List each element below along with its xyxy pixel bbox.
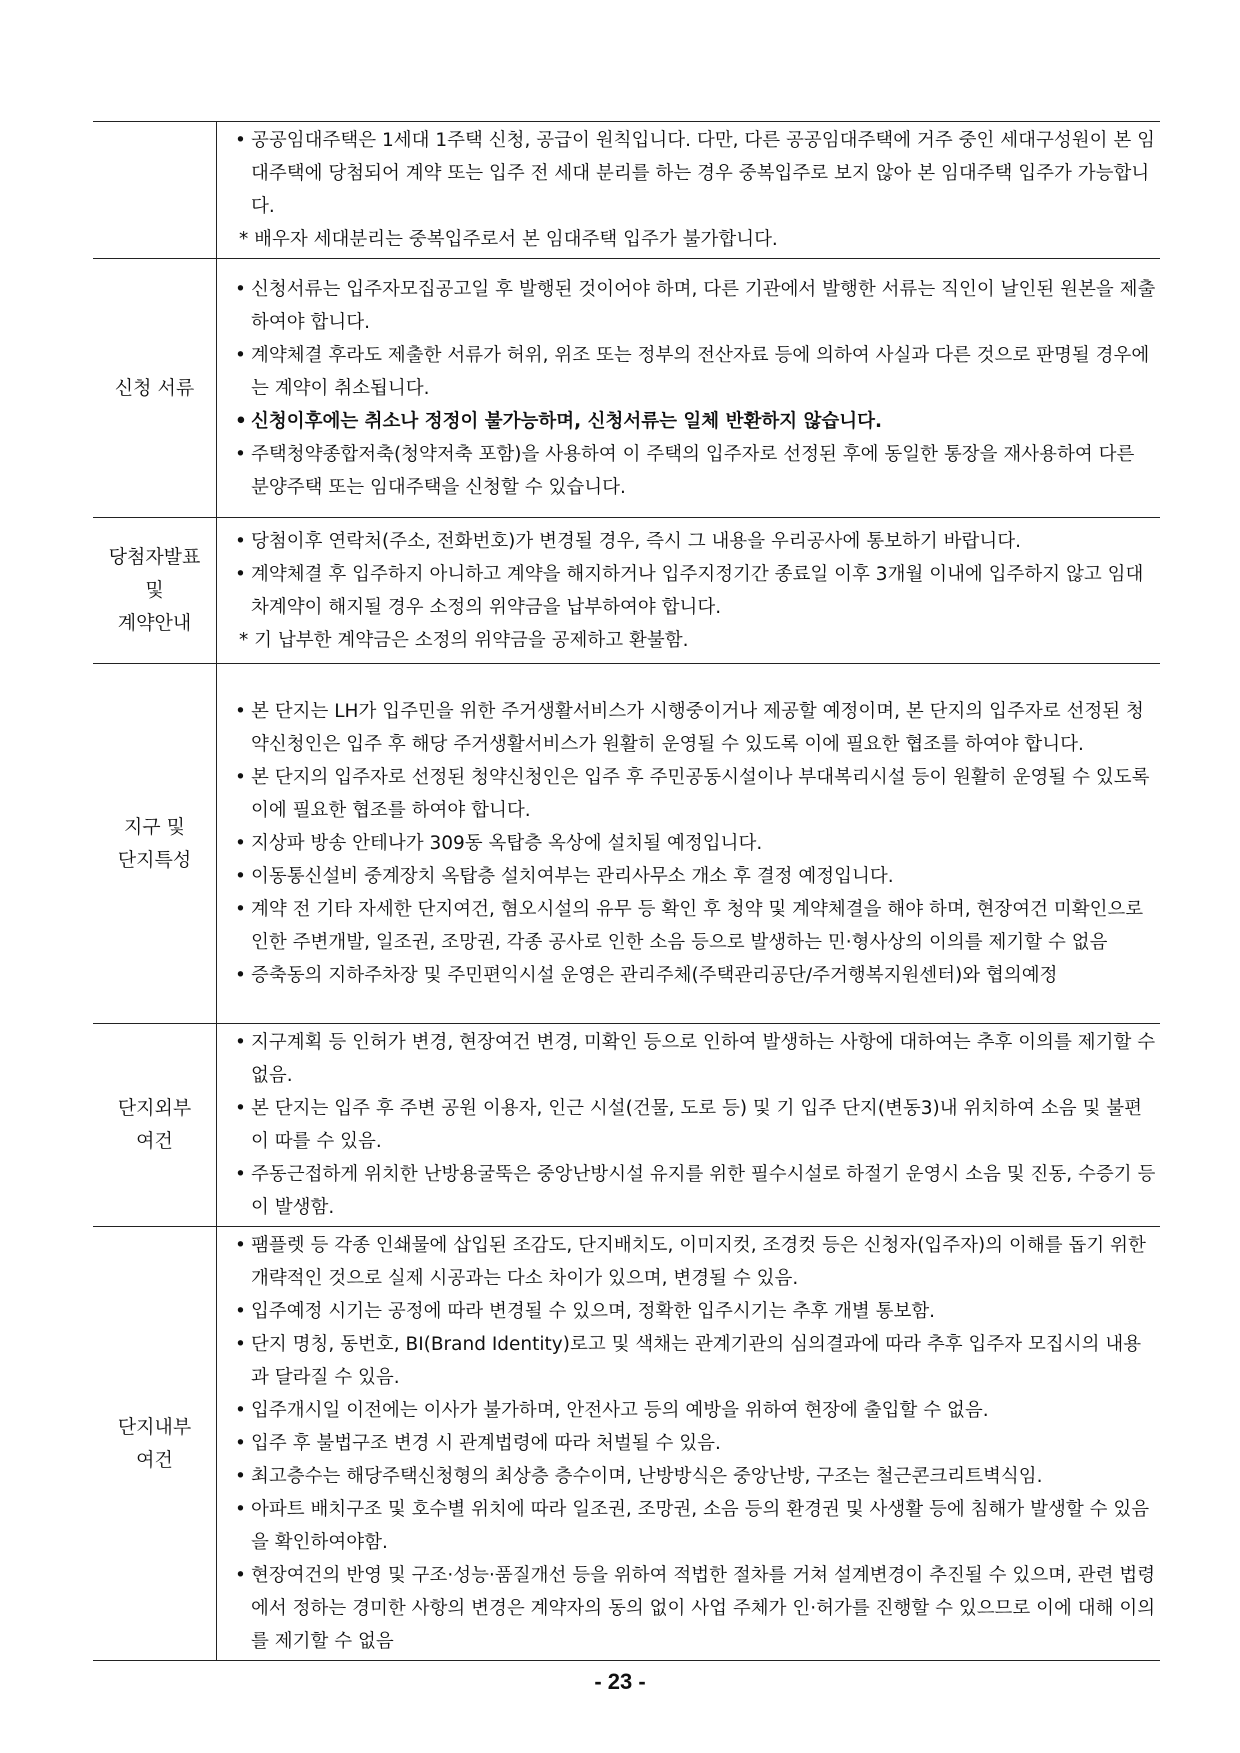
row-label [93, 1227, 217, 1661]
row-label [93, 1024, 217, 1227]
bullet-item: • 계약 전 기타 자세한 단지여건, 혐오시설의 유무 등 확인 후 청약 및 계약체결을 해야 하며, 현장여건 미확인으로 인한 주변개발, 일조권, 조망권, 각종 공사로 인한 소음 등으로 발생하는 민·형사상의 이의를 제기할 수 없음 [227, 893, 1156, 959]
bullet-item: • 지구계획 등 인허가 변경, 현장여건 변경, 미확인 등으로 인하여 발생하는 사항에 대하여는 추후 이의를 제기할 수 없음. [227, 1026, 1156, 1092]
bullet-item: • 본 단지는 LH가 입주민을 위한 주거생활서비스가 시행중이거나 제공할 예정이며, 본 단지의 입주자로 선정된 청약신청인은 입주 후 해당 주거생활서비스가 원활히 운영될 수 있도록 이에 필요한 협조를 하여야 합니다. [227, 695, 1156, 761]
page-number: - 23 - [594, 1669, 646, 1694]
bullet-item: • 이동통신설비 중계장치 옥탑층 설치여부는 관리사무소 개소 후 결정 예정입니다. [227, 860, 1156, 893]
row-content [217, 259, 1161, 518]
bullet-item: • 최고층수는 해당주택신청형의 최상층 층수이며, 난방방식은 중앙난방, 구조는 철근콘크리트벽식임. [227, 1460, 1156, 1493]
row-external-conditions [93, 1024, 1160, 1227]
note-item: * 배우자 세대분리는 중복입주로서 본 임대주택 입주가 불가합니다. [239, 229, 778, 250]
label-line: 여건 [136, 1448, 173, 1471]
label-line: 지구 및 [123, 815, 186, 838]
row-content [217, 1024, 1161, 1227]
bullet-item: • 지상파 방송 안테나가 309동 옥탑층 옥상에 설치될 예정입니다. [227, 827, 1156, 860]
label-line: 여건 [136, 1130, 173, 1152]
notice-table [93, 121, 1160, 1661]
row-district-features [93, 664, 1160, 1024]
label-line: 계약안내 [117, 612, 192, 634]
bullet-item: • 입주 후 불법구조 변경 시 관계법령에 따라 처벌될 수 있음. [227, 1427, 1156, 1460]
row-general [93, 122, 1160, 259]
bullet-item: • 계약체결 후라도 제출한 서류가 허위, 위조 또는 정부의 전산자료 등에 의하여 사실과 다른 것으로 판명될 경우에는 계약이 취소됩니다. [227, 339, 1156, 405]
bullet-item: • 공공임대주택은 1세대 1주택 신청, 공급이 원칙입니다. 다만, 다른 공공임대주택에 거주 중인 세대구성원이 본 임대주택에 당첨되어 계약 또는 입주 전 세대 분리를 하는 경우 중복입주로 보지 않아 본 임대주택 입주가 가능합니다. [227, 124, 1156, 223]
bullet-item: • 주동근접하게 위치한 난방용굴뚝은 중앙난방시설 유지를 위한 필수시설로 하절기 운영시 소음 및 진동, 수증기 등이 발생함. [227, 1158, 1156, 1224]
label-line: 당첨자발표 [108, 546, 201, 568]
label-line: 단지외부 [117, 1097, 192, 1119]
bullet-item: • 계약체결 후 입주하지 아니하고 계약을 해지하거나 입주지정기간 종료일 이후 3개월 이내에 입주하지 않고 임대차계약이 해지될 경우 소정의 위약금을 납부하여야 합니다. [227, 558, 1156, 624]
bullet-item: • 입주예정 시기는 공정에 따라 변경될 수 있으며, 정확한 입주시기는 추후 개별 통보함. [227, 1295, 1156, 1328]
row-content [217, 664, 1161, 1024]
label-line: 신청 서류 [114, 376, 195, 399]
note-item: * 기 납부한 계약금은 소정의 위약금을 공제하고 환불함. [239, 629, 689, 651]
bullet-item: • 신청서류는 입주자모집공고일 후 발행된 것이어야 하며, 다른 기관에서 발행한 서류는 직인이 날인된 원본을 제출하여야 합니다. [227, 273, 1156, 339]
bullet-item: • 현장여건의 반영 및 구조·성능·품질개선 등을 위하여 적법한 절차를 거쳐 설계변경이 추진될 수 있으며, 관련 법령에서 정하는 경미한 사항의 변경은 계약자의 동의 없이 사업 주체가 인·허가를 진행할 수 있으므로 이에 대해 이의를 제기할 수 없음 [227, 1559, 1156, 1658]
label-line: 단지내부 [117, 1415, 192, 1438]
row-content [217, 1227, 1161, 1661]
bullet-item: • 아파트 배치구조 및 호수별 위치에 따라 일조권, 조망권, 소음 등의 환경권 및 사생활 등에 침해가 발생할 수 있음을 확인하여야함. [227, 1493, 1156, 1559]
bullet-item-bold: • 신청이후에는 취소나 정정이 불가능하며, 신청서류는 일체 반환하지 않습니다. [227, 405, 1156, 438]
bullet-item: • 본 단지는 입주 후 주변 공원 이용자, 인근 시설(건물, 도로 등) 및 기 입주 단지(변동3)내 위치하여 소음 및 불편이 따를 수 있음. [227, 1092, 1156, 1158]
row-label [93, 518, 217, 664]
label-line: 및 [145, 579, 164, 601]
row-winner-contract [93, 518, 1160, 664]
bullet-item: • 증축동의 지하주차장 및 주민편익시설 운영은 관리주체(주택관리공단/주거행복지원센터)와 협의예정 [227, 959, 1156, 992]
row-label [93, 259, 217, 518]
row-content [217, 518, 1161, 664]
bullet-item: • 주택청약종합저축(청약저축 포함)을 사용하여 이 주택의 입주자로 선정된 후에 동일한 통장을 재사용하여 다른 분양주택 또는 임대주택을 신청할 수 있습니다. [227, 438, 1156, 504]
row-label [93, 122, 217, 259]
row-application-documents [93, 259, 1160, 518]
bullet-item: • 본 단지의 입주자로 선정된 청약신청인은 입주 후 주민공동시설이나 부대복리시설 등이 원활히 운영될 수 있도록 이에 필요한 협조를 하여야 합니다. [227, 761, 1156, 827]
bullet-item: • 단지 명칭, 동번호, BI(Brand Identity)로고 및 색채는 관계기관의 심의결과에 따라 추후 입주자 모집시의 내용과 달라질 수 있음. [227, 1328, 1156, 1394]
bullet-item: • 당첨이후 연락처(주소, 전화번호)가 변경될 경우, 즉시 그 내용을 우리공사에 통보하기 바랍니다. [227, 525, 1156, 558]
bullet-item: • 입주개시일 이전에는 이사가 불가하며, 안전사고 등의 예방을 위하여 현장에 출입할 수 없음. [227, 1394, 1156, 1427]
row-label [93, 664, 217, 1024]
row-internal-conditions [93, 1227, 1160, 1661]
row-content [217, 122, 1161, 259]
bullet-item: • 팸플렛 등 각종 인쇄물에 삽입된 조감도, 단지배치도, 이미지컷, 조경컷 등은 신청자(입주자)의 이해를 돕기 위한 개략적인 것으로 실제 시공과는 다소 차이가 있으며, 변경될 수 있음. [227, 1229, 1156, 1295]
label-line: 단지특성 [117, 848, 192, 871]
